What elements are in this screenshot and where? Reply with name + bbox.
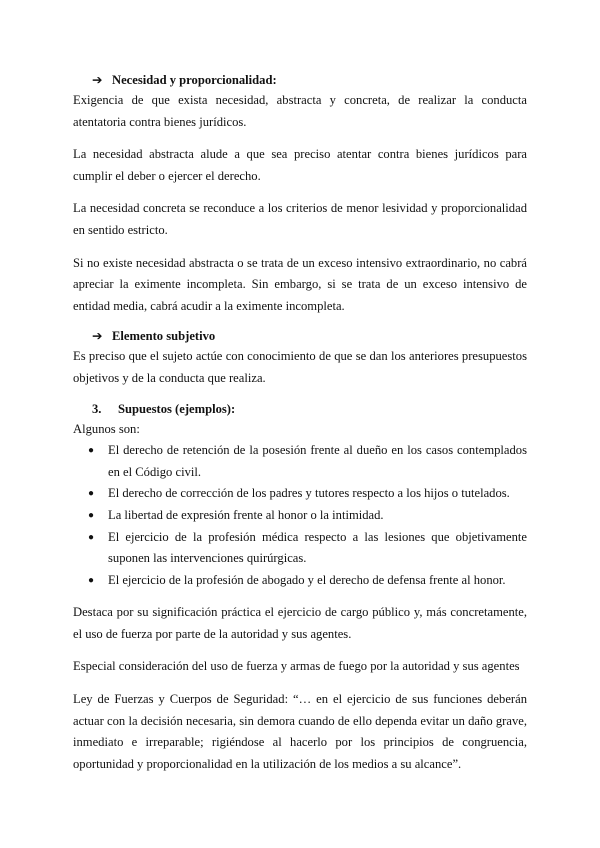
list-item — [73, 440, 527, 483]
paragraph: La necesidad concreta se reconduce a los criterios de menor lesividad y proporcionalidad en sentido estricto. — [73, 201, 527, 237]
list-item-text: El ejercicio de la profesión de abogado y el derecho de defensa frente al honor. — [108, 572, 506, 587]
paragraph: Especial consideración del uso de fuerza y armas de fuego por la autoridad y sus agentes — [73, 659, 520, 674]
arrow-right-icon: ➔ — [92, 73, 103, 87]
heading-elemento-subjetivo-text: Elemento subjetivo — [112, 329, 216, 344]
list-item-text: El ejercicio de la profesión médica respecto a las lesiones que objetivamente suponen las intervenciones quirúrgicas. — [108, 529, 527, 566]
heading-necesidad-text: Necesidad y proporcionalidad: — [112, 73, 277, 87]
bullet-icon: ● — [88, 488, 95, 500]
paragraph-quote: Ley de Fuerzas y Cuerpos de Seguridad: “… en el ejercicio de sus funciones deberán actuar con la decisión necesaria, sin demora cuando de ello dependa evitar un daño grave, inmediato e irreparable; rigiéndose al hacerlo por los principios de congruencia, oportunidad y proporcionalidad en la utilización de los medios a su alcance”. — [73, 692, 527, 771]
bullet-icon: ● — [88, 574, 95, 586]
heading-supuestos — [73, 399, 527, 419]
paragraph: Destaca por su significación práctica el ejercicio de cargo público y, más concretamente, el uso de fuerza por parte de la autoridad y sus agentes. — [73, 605, 527, 641]
list-item-text: El derecho de retención de la posesión frente al dueño en los casos contemplados en el Código civil. — [108, 443, 527, 479]
paragraph: Es preciso que el sujeto actúe con conocimiento de que se dan los anteriores presupuestos objetivos y de la conducta que realiza. — [73, 349, 527, 385]
examples-list — [73, 440, 527, 591]
bullet-icon: ● — [88, 531, 95, 543]
paragraph: Exigencia de que exista necesidad, abstracta y concreta, de realizar la conducta atentatoria contra bienes jurídicos. — [73, 93, 527, 129]
paragraph-intro: Algunos son: — [73, 421, 140, 436]
list-item — [73, 570, 527, 592]
list-item — [73, 527, 527, 570]
bullet-icon: ● — [88, 445, 95, 457]
list-item-text: La libertad de expresión frente al honor o la intimidad. — [108, 507, 384, 522]
list-item-text: El derecho de corrección de los padres y tutores respecto a los hijos o tutelados. — [108, 486, 510, 501]
paragraph: Si no existe necesidad abstracta o se trata de un exceso intensivo extraordinario, no cabrá apreciar la eximente incompleta. Sin embargo, si se trata de un exceso intensivo de entidad media, cabrá acudir a la eximente incompleta. — [73, 255, 527, 313]
paragraph: La necesidad abstracta alude a que sea preciso atentar contra bienes jurídicos para cumplir el deber o ejercer el derecho. — [73, 147, 527, 183]
arrow-right-icon: ➔ — [92, 329, 103, 344]
heading-necesidad — [73, 0, 527, 90]
heading-supuestos-text: Supuestos (ejemplos): — [118, 401, 236, 416]
heading-elemento-subjetivo — [73, 326, 527, 346]
list-item — [73, 505, 527, 527]
section-number: 3. — [92, 401, 102, 416]
bullet-icon: ● — [88, 509, 95, 521]
list-item — [73, 483, 527, 505]
